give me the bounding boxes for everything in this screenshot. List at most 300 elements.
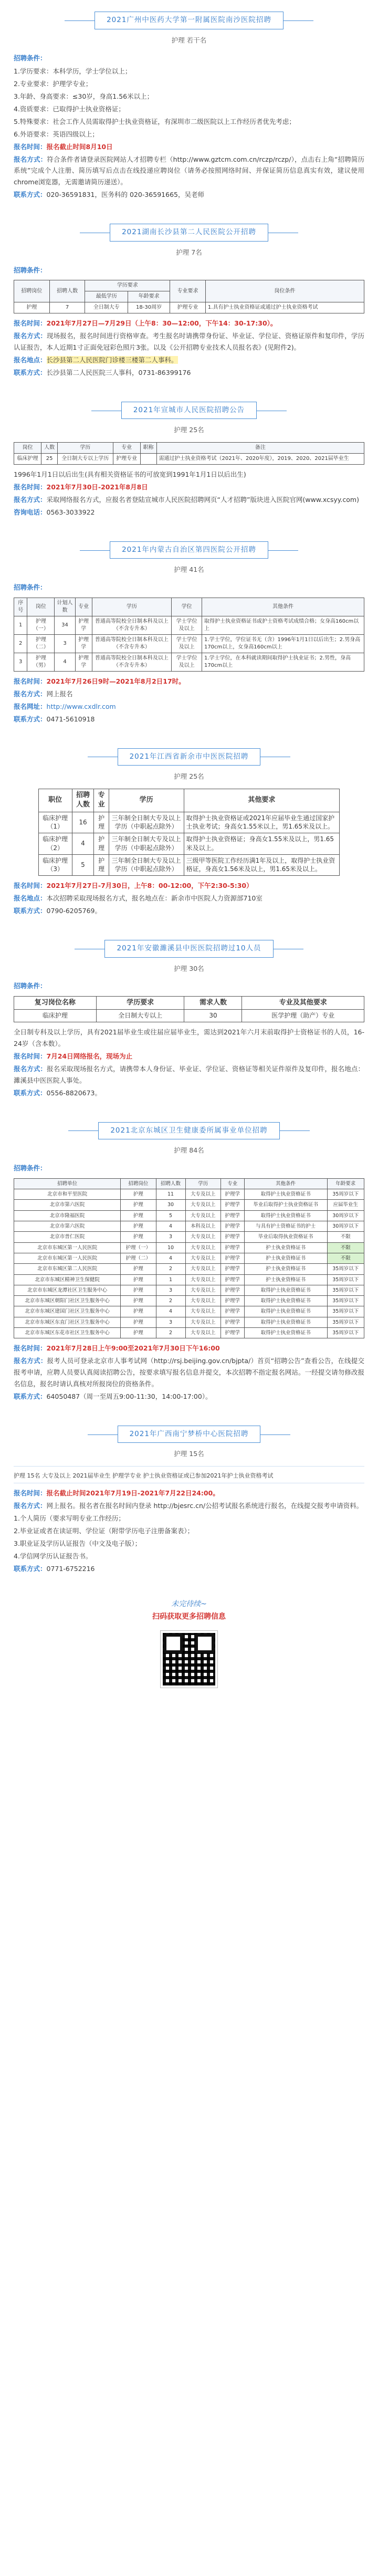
table-cell: 临床护理（1） [38, 812, 72, 833]
table-row [14, 1317, 364, 1327]
table-cell: 护理 [121, 1306, 156, 1317]
table-cell: 30 [156, 1200, 185, 1210]
table-cell: 临床护理 [14, 1010, 97, 1022]
table-cell: 大专及以上 [185, 1232, 220, 1242]
section-title: 2021广州中医药大学第一附属医院南沙医院招聘 [94, 12, 284, 29]
table-cell: 30 [184, 1010, 242, 1022]
place-label: 报名地点： [14, 894, 47, 903]
table-cell: 普通高等院校全日制本科及以上（不含专升本） [92, 653, 172, 672]
table-cell: 北京市和平里医院 [14, 1189, 121, 1200]
job-section-xuancheng [14, 402, 364, 518]
table-cell: 取得护士执业资格证书 [244, 1210, 327, 1221]
table-cell: 学士学位及以上 [172, 616, 202, 635]
table-cell: 取得护士执业资格证或2021年应届毕业生通过国家护士执业考试；身高女1.55米以上，男1.65米及以上。 [184, 812, 340, 833]
table-row [14, 1200, 364, 1210]
table-cell: 1.学士学位，在本科就读期间取得护士执业证书；2.男性，身高170cm以上 [202, 653, 364, 672]
table-cell: 临床护理（3） [38, 854, 72, 876]
conditions-label: 招聘条件： [14, 54, 47, 62]
table-cell: 护理学 [220, 1189, 244, 1200]
method-label: 报名方式： [14, 1502, 47, 1510]
table-cell: 5 [72, 854, 94, 876]
conditions-label: 招聘条件： [14, 1164, 47, 1172]
table-cell: 与具有护士资格证书的护士 [244, 1221, 327, 1232]
table-cell: 4 [72, 833, 94, 855]
table-row [14, 302, 364, 313]
table-header: 人数 [41, 443, 58, 454]
table-subheader: 年龄要求 [128, 291, 170, 302]
table-header: 备注 [156, 443, 364, 454]
table-header: 专业 [113, 443, 140, 454]
table-cell: 护理（一） [27, 616, 55, 635]
table-cell: 25 [41, 454, 58, 465]
table-cell: 北京市东城区龙潭社区卫生服务中心 [14, 1285, 121, 1295]
table-cell: 35周岁以下 [327, 1296, 364, 1306]
table-cell: 护理（男） [27, 653, 55, 672]
job-table [38, 789, 340, 876]
table-cell: 护理（一） [121, 1242, 156, 1253]
table-cell: 大专及以上 [185, 1264, 220, 1274]
table-cell: 三年制全日制大专及以上学历（中职起点除外） [109, 854, 184, 876]
conditions-label: 招聘条件： [14, 982, 47, 990]
table-cell: 北京市东城区东花市社区卫生服务中心 [14, 1328, 121, 1338]
job-table [14, 280, 364, 313]
table-cell: 取得护士执业资格证书 [244, 1296, 327, 1306]
place-label: 报名地点： [14, 356, 47, 364]
table-row [14, 1242, 364, 1253]
method-text: 采取网络报名方式，应报名者登陆宣城市人民医院招聘网页“人才招聘”版块进入医院官网(www.xcsyy.com) [46, 496, 359, 504]
footer [14, 1598, 364, 1688]
table-header: 岗位 [14, 443, 41, 454]
signup-method [14, 154, 364, 189]
contact-text: 0563-3033922 [46, 508, 95, 516]
table-cell: 大专及以上 [185, 1242, 220, 1253]
condition-line: 2.专业要求：护理学专业； [14, 80, 92, 88]
table-header: 其他条件 [202, 598, 364, 616]
method-label: 报名方式： [14, 1064, 47, 1073]
table-header: 学位 [172, 598, 202, 616]
job-section-xinyu [14, 748, 364, 917]
table-cell: 护理学 [220, 1317, 244, 1327]
table-row [14, 1253, 364, 1263]
table-cell: 护理专业 [113, 454, 140, 465]
table-cell: 3 [14, 653, 27, 672]
table-cell: 35周岁以下 [327, 1189, 364, 1200]
table-cell: 护理学 [220, 1210, 244, 1221]
section-subtitle: 护理 15名 [174, 1450, 204, 1458]
table-cell: 35周岁以下 [327, 1328, 364, 1338]
signup-value: 2021年7月27日-7月30日，上午8：00-12:00，下午2:30-5:30） [46, 882, 253, 890]
table-cell: 护理 [94, 854, 109, 876]
table-cell: 北京市东城区东直门社区卫生服务中心 [14, 1317, 121, 1327]
table-cell: 护理学 [220, 1264, 244, 1274]
table-cell: 护士执业资格证书 [244, 1264, 327, 1274]
section-title: 2021湖南长沙县第二人民医院公开招聘 [110, 224, 268, 242]
table-cell: 16 [72, 812, 94, 833]
table-header: 其他条件 [244, 1178, 327, 1189]
table-cell: 4 [156, 1221, 185, 1232]
condition-line: 5.特殊要求：社会工作人员需取得护士执业资格证，有深圳市二级医院以上工作经历者优先考虑； [14, 117, 296, 125]
method-text: 符合条件者请登录医院网站人才招聘专栏（http://www.gztcm.com.cn/rczp/rczp/），点击右上角“招聘简历系统”完成个人注册、简历填写后点击在线投递应聘岗位（请务必按照网络时间、并保证简历信息真实有效，建议使用chrome浏览器，无需邀请简历递送）。 [14, 155, 364, 186]
table-cell: 3 [156, 1232, 185, 1242]
table-cell: 护理学 [220, 1242, 244, 1253]
signup-value: 2021年7月26日9时—2021年8月2日17时。 [46, 677, 185, 686]
table-cell: 临床护理 [14, 454, 41, 465]
table-subheader: 最低学历 [85, 291, 128, 302]
job-table [14, 1178, 364, 1338]
table-cell: 取得护士执业资格证；身高女1.55米及以上，男1.65米及以上。 [184, 833, 340, 855]
requirement-line: 2.毕业证或者在读证明、学位证（附带学历电子注册备案表）； [14, 1527, 194, 1535]
table-cell: 取得护士执业资格证书 [244, 1317, 327, 1327]
section-subtitle: 护理 84名 [174, 1146, 204, 1155]
table-header: 需求人数 [184, 997, 242, 1010]
table-header: 招聘人数 [72, 789, 94, 812]
table-cell: 取得护士执业资格证书 [244, 1306, 327, 1317]
table-header: 职称 [140, 443, 156, 454]
table-cell: 18-30周岁 [128, 302, 170, 313]
section-title: 2021年广西南宁梦桥中心医院招聘 [118, 1426, 261, 1443]
table-header: 招聘人数 [49, 280, 85, 302]
signup-value: 7月24日网络报名，现场为止 [46, 1052, 133, 1061]
requirement-line: 1.个人简历（要求写明专业工作经历； [14, 1514, 125, 1523]
method-label: 报名方式： [14, 155, 47, 163]
table-row [14, 1274, 364, 1285]
table-cell: 护理 [121, 1274, 156, 1285]
table-cell: 35周岁以下 [327, 1285, 364, 1295]
method-label: 报名方式： [14, 496, 47, 504]
divider [14, 1466, 364, 1467]
signup-label: 报名时间： [14, 677, 47, 686]
signup-value: 2021年7月30日-2021年8月8日 [46, 483, 148, 491]
table-cell: 不限 [327, 1232, 364, 1242]
contact-text: 0771-6752216 [46, 1564, 95, 1573]
condition-line: 6.外语要求：英语四级以上； [14, 130, 99, 138]
table-cell: 取得护士执业资格证书 [244, 1328, 327, 1338]
table-header: 专业要求 [170, 280, 206, 302]
table-row [14, 653, 364, 672]
table-cell: 临床护理（2） [38, 833, 72, 855]
section-title: 2021北京东城区卫生健康委所属事业单位招聘 [98, 1122, 279, 1140]
table-cell: 三年制全日制大专及以上学历（中职起点除外） [109, 812, 184, 833]
table-cell: 护理 [121, 1221, 156, 1232]
table-cell: 护理 [121, 1285, 156, 1295]
table-cell: 不限 [327, 1253, 364, 1263]
table-header: 学历 [109, 789, 184, 812]
table-cell: 大专及以上 [185, 1189, 220, 1200]
table-cell: 北京市隆福医院 [14, 1210, 121, 1221]
table-cell: 北京市东城区第一人民医院 [14, 1253, 121, 1263]
table-cell: 2 [156, 1296, 185, 1306]
table-header: 计划人数 [55, 598, 75, 616]
table-cell: 全日制大专以上学历 [58, 454, 113, 465]
job-section-changsha [14, 224, 364, 379]
table-cell: 大专及以上 [185, 1210, 220, 1221]
table-cell: 北京市东城区建国门社区卫生服务中心 [14, 1306, 121, 1317]
table-cell: 3 [156, 1285, 185, 1295]
table-cell: 2 [14, 635, 27, 653]
job-section-suixi [14, 940, 364, 1099]
table-cell: 护理 [94, 812, 109, 833]
table-cell: 护理 [121, 1328, 156, 1338]
table-cell: 7 [49, 302, 85, 313]
table-row [14, 1221, 364, 1232]
condition-line: 全日制专科及以上学历，具有2021届毕业生或往届应届毕业生，需达到2021年六月末前取得护士资格证书的人员，16-24岁（含本数）。 [14, 1028, 364, 1048]
table-header: 专业 [220, 1178, 244, 1189]
table-cell: 护理专业 [170, 302, 206, 313]
table-header: 岗位条件 [205, 280, 364, 302]
table-row [14, 635, 364, 653]
job-table [14, 442, 364, 465]
table-cell: 1 [14, 616, 27, 635]
table-row [14, 1189, 364, 1200]
method-text: 网上报名。报名者在报名时间内登录 http://bjesrc.cn/公招考试报名系统进行报名，在线提交报考申请资料。 [46, 1502, 363, 1510]
table-cell: 全日制大专 [85, 302, 128, 313]
contact-text: 0471-5610918 [46, 715, 95, 723]
condition-line: 3.年龄、身高要求：≤30岁，身高1.56米以上； [14, 92, 154, 101]
signup-label: 报名时间： [14, 1052, 47, 1061]
contact-label: 联系方式： [14, 1392, 47, 1400]
signup-label: 报名时间： [14, 142, 47, 151]
table-cell: 护士执业资格证书 [244, 1274, 327, 1285]
table-header: 序号 [14, 598, 27, 616]
table-cell: 护理 [121, 1210, 156, 1221]
section-subtitle: 护理 若干名 [171, 36, 207, 44]
table-cell: 北京市东城区第二人民医院 [14, 1264, 121, 1274]
table-cell: 学士学位及以上 [172, 653, 202, 672]
table-cell: 大专及以上 [185, 1306, 220, 1317]
table-cell: 普通高等院校全日制本科及以上（不含专升本） [92, 635, 172, 653]
contact-label: 联系方式： [14, 368, 47, 376]
signup-label: 报名时间： [14, 483, 47, 491]
table-cell: 2 [156, 1264, 185, 1274]
table-cell: 取得护士执业资格证书 [244, 1189, 327, 1200]
table-cell: 护理学 [220, 1306, 244, 1317]
table-cell: 护理 [14, 302, 50, 313]
section-title: 2021年江西省新余市中医医院招聘 [118, 748, 261, 766]
table-header: 学历 [185, 1178, 220, 1189]
table-cell: 5 [156, 1210, 185, 1221]
table-cell: 应届毕业生 [327, 1200, 364, 1210]
table-header: 岗位 [27, 598, 55, 616]
signup-label: 报名时间： [14, 1489, 47, 1498]
table-cell: 需通过护士执业资格考试（2021年、2020年度），2019、2020、2021届毕业生 [156, 454, 364, 465]
table-cell: 三级甲等医院工作经历满1年及以上，取得护士执业资格证，身高女1.56米及以上，男1.65米及以上。 [184, 854, 340, 876]
table-row [14, 1010, 364, 1022]
table-header: 招聘单位 [14, 1178, 121, 1189]
table-cell: 护理（二） [27, 635, 55, 653]
table-cell: 护理 [121, 1200, 156, 1210]
method-text: 现场报名，报名时间进行资格审查。考生报名时请携带身份证、毕业证、学位证、资格证原件和复印件，学历认证报告，本人近期1寸正面免冠彩色照片3张。以及《公开招聘专业技术人员报名表》(见附件2)。 [14, 332, 364, 352]
table-cell: 本科及以上 [185, 1221, 220, 1232]
table-cell: 北京市东城区朝阳门社区卫生服务中心 [14, 1296, 121, 1306]
table-cell: 护理学 [220, 1296, 244, 1306]
table-cell: 护理 [121, 1189, 156, 1200]
table-cell: 护理学 [75, 653, 92, 672]
table-cell: 大专及以上 [185, 1274, 220, 1285]
table-cell: 医学护理（助产）专业 [242, 1010, 364, 1022]
table-cell: 35周岁以下 [327, 1274, 364, 1285]
contact-text: 0790-6205769。 [46, 907, 102, 915]
table-cell: 2 [156, 1328, 185, 1338]
section-title: 2021年内蒙古自治区第四医院公开招聘 [110, 541, 268, 559]
table-cell: 取得护士执业资格证书或护士资格考试成绩合格；女身高160cm以上 [202, 616, 364, 635]
table-row [14, 1328, 364, 1338]
requirement-line: 3.职业证及学历认证报告（中文及电子版）； [14, 1539, 142, 1547]
method-text: 报名采取现场报名方式，请携带本人身份证、毕业证、学位证、资格证等相关证件原件及复印件，报名地点：濉溪县中医医院人事处。 [14, 1064, 364, 1084]
method-label: 报名方式： [14, 1357, 47, 1365]
contact-label: 联系方式： [14, 1564, 47, 1573]
table-cell: 30周岁以下 [327, 1221, 364, 1232]
table-cell: 北京市东城区精神卫生保健院 [14, 1274, 121, 1285]
qr-code-icon[interactable] [161, 1631, 217, 1688]
table-cell: 护理学 [220, 1232, 244, 1242]
table-cell: 35周岁以下 [327, 1264, 364, 1274]
table-row [38, 854, 339, 876]
note-line: 1996年1月1日以后出生(具有相关资格证书的可放宽到1991年1月1日以后出生) [14, 470, 246, 479]
signup-value: 2021年7月28日上午9:00至2021年7月30日下午16:00 [46, 1344, 220, 1353]
table-row [14, 616, 364, 635]
to-be-continued: 未完待续~ [171, 1599, 207, 1608]
table-cell: 护理学 [220, 1274, 244, 1285]
table-cell: 护理学 [75, 616, 92, 635]
table-cell: 大专及以上 [185, 1200, 220, 1210]
section-subtitle: 护理 25名 [174, 772, 204, 781]
table-header: 招聘人数 [156, 1178, 185, 1189]
table-cell: 护理学 [220, 1221, 244, 1232]
contact-label: 联系方式： [14, 715, 47, 723]
contact [14, 189, 364, 201]
section-subtitle: 护理 30名 [174, 964, 204, 972]
table-cell: 护理（二） [121, 1253, 156, 1263]
table-header: 专业及其他要求 [242, 997, 364, 1010]
section-subtitle: 护理 25名 [174, 426, 204, 434]
table-cell: 1 [156, 1274, 185, 1285]
table-header: 其他要求 [184, 789, 340, 812]
table-cell: 护理 [121, 1232, 156, 1242]
table-cell: 北京市东城区第一人民医院 [14, 1242, 121, 1253]
job-section-neimenggu [14, 541, 364, 725]
table-cell: 北京市第六医院 [14, 1221, 121, 1232]
table-cell: 1.学士学位，学位证书无（含）1996年1月1日以后出生；2.男身高170cm以上，女身高160cm以上 [202, 635, 364, 653]
section-subtitle: 护理 41名 [174, 566, 204, 574]
table-header: 招聘岗位 [121, 1178, 156, 1189]
section-title: 2021年宣城市人民医院招聘公告 [121, 402, 257, 420]
job-section-nanning [14, 1426, 364, 1575]
table-cell: 3 [156, 1317, 185, 1327]
table-header: 学历 [58, 443, 113, 454]
place-text: 长沙县第二人民医院门诊楼三楼第二人事科。 [46, 356, 178, 364]
contact-label: 联系方式： [14, 907, 47, 915]
site-label: 报名网址： [14, 702, 47, 710]
table-header: 学历要求 [96, 997, 184, 1010]
section-subtitle: 护理 7名 [176, 248, 202, 256]
table-header: 专业 [75, 598, 92, 616]
table-cell: 4 [156, 1253, 185, 1263]
table-header: 学历要求 [85, 280, 170, 291]
table-cell: 北京市第六医院 [14, 1200, 121, 1210]
table-row [14, 454, 364, 465]
table-cell: 34 [55, 616, 75, 635]
contact-text: 0556-8820673。 [46, 1088, 102, 1097]
table-row [14, 1296, 364, 1306]
method-label: 报名方式： [14, 690, 47, 698]
conditions-label: 招聘条件： [14, 583, 47, 592]
table-header: 复习岗位名称 [14, 997, 97, 1010]
table-cell: 3 [55, 635, 75, 653]
table-row [14, 1264, 364, 1274]
table-cell: 三年制全日制大专及以上学历（中职起点除外） [109, 833, 184, 855]
table-cell: 护理学 [220, 1328, 244, 1338]
table-row [38, 833, 339, 855]
table-cell: 护理学 [75, 635, 92, 653]
table-row [14, 1210, 364, 1221]
table-cell: 大专及以上 [185, 1328, 220, 1338]
table-cell: 4 [55, 653, 75, 672]
table-cell: 护士执业资格证书 [244, 1242, 327, 1253]
table-cell: 大专及以上 [185, 1296, 220, 1306]
place-text: 本次招聘采取现场报名方式，报名地点在：新余市中医院人力资源部710室 [46, 894, 262, 903]
table-cell: 11 [156, 1189, 185, 1200]
contact-label: 联系方式： [14, 191, 47, 199]
job-section-guangzhou [14, 12, 364, 201]
table-cell: 护理 [121, 1317, 156, 1327]
table-header: 专业 [94, 789, 109, 812]
job-table [14, 598, 364, 672]
table-cell: 护理学 [220, 1200, 244, 1210]
table-cell: 毕业后取得执业资格证书 [244, 1232, 327, 1242]
table-row [14, 1285, 364, 1295]
contact-text: 长沙县第二人民医院三人事科，0731-86399176 [46, 368, 191, 376]
table-header: 学历 [92, 598, 172, 616]
table-cell: 30周岁以下 [327, 1210, 364, 1221]
table-cell: 4 [156, 1306, 185, 1317]
table-cell: 护理学 [220, 1285, 244, 1295]
table-cell: 护士执业资格证书 [244, 1253, 327, 1263]
site-link[interactable]: http://www.cxdlr.com [46, 702, 116, 710]
table-cell: 取得护士执业资格证书 [244, 1285, 327, 1295]
signup-value: 报名截止时间2021年7月19日-2021年7月22日24:00。 [46, 1489, 219, 1498]
table-cell: 学士学位及以上 [172, 635, 202, 653]
table-row [38, 812, 339, 833]
requirement-line: 4.学信网学历认证报告书。 [14, 1552, 92, 1560]
table-cell: 护理 [121, 1296, 156, 1306]
table-cell: 大专及以上 [185, 1253, 220, 1263]
job-table [14, 996, 364, 1022]
table-row [14, 1306, 364, 1317]
condition-line: 4.资质要求：已取得护士执业资格证； [14, 105, 125, 113]
table-cell: 毕业后取得护士执业资格证书 [244, 1200, 327, 1210]
table-header: 年龄要求 [327, 1178, 364, 1189]
signup-label: 报名时间： [14, 319, 47, 328]
table-cell: 不限 [327, 1242, 364, 1253]
contact-text: 020-36591831，医务科的 020-36591665，吴老师 [46, 191, 204, 199]
scan-prompt: 扫码获取更多招聘信息 [152, 1612, 226, 1621]
table-cell: 护理 [94, 833, 109, 855]
table-cell: 10 [156, 1242, 185, 1253]
table-cell [140, 454, 156, 465]
table-cell: 35周岁以下 [327, 1306, 364, 1317]
condition-line: 1.学历要求：本科学历，学士学位以上； [14, 67, 132, 76]
table-cell: 大专及以上 [185, 1285, 220, 1295]
signup-value: 2021年7月27日—7月29日（上午8：30—12:00，下午14：30-17:30）。 [46, 319, 277, 328]
table-cell: 大专及以上 [185, 1317, 220, 1327]
section-title: 2021年安徽濉溪县中医医院招聘过10人员 [104, 940, 273, 958]
job-summary-line: 护理 15名 大专及以上 2021届毕业生 护理学专业 护士执业资格证或已参加2021年护士执业资格考试 [14, 1472, 274, 1480]
method-text: 网上报名 [46, 690, 73, 698]
contact-label: 咨询电话： [14, 508, 47, 516]
conditions-label: 招聘条件： [14, 266, 47, 274]
method-label: 报名方式： [14, 332, 47, 340]
table-header: 招聘岗位 [14, 280, 50, 302]
